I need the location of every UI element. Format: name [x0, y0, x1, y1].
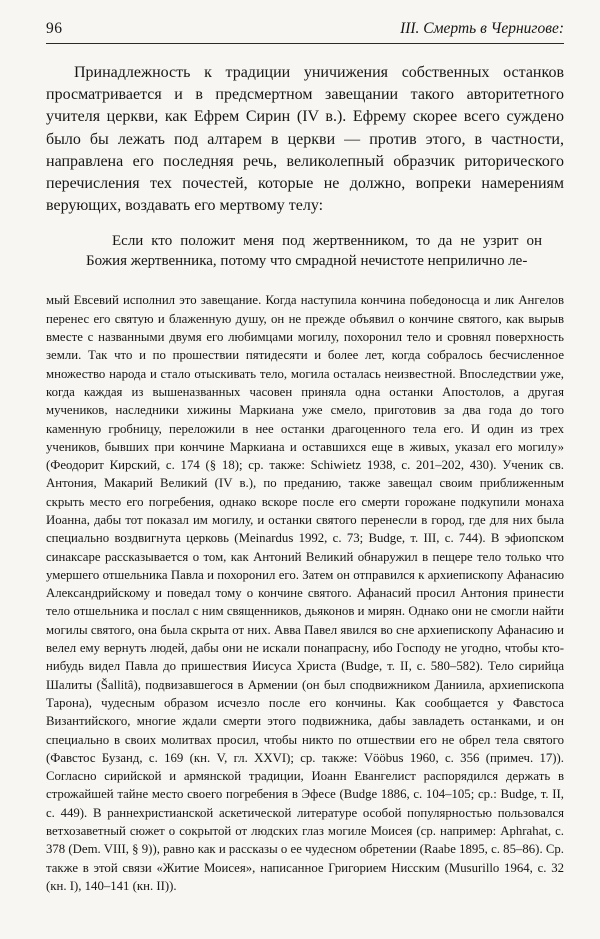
page-body — [46, 62, 564, 895]
page-header — [46, 20, 564, 38]
running-head: III. Смерть в Чернигове: — [400, 20, 564, 37]
body-paragraph: Принадлежность к традиции уничижения собственных останков просматривается и в предсмертном завещании такого авторитетного учителя церкви, как Ефрем Сирин (IV в.). Ефрему скорее всего суждено было бы лежать под алтарем в церкви — против этого, в частности, направлена его последняя речь, великолепный образчик риторического перечисления тех почестей, которые не должно, вопреки намерениям верующих, воздавать его мертвому телу: — [46, 64, 564, 215]
page-number: 96 — [46, 20, 63, 37]
block-quote: Если кто положит меня под жертвенником, то да не узрит он Божия жертвенника, потому что смрадной нечистоте неприлично ле- — [86, 232, 542, 270]
header-rule — [46, 43, 564, 44]
footnote-text: мый Евсевий исполнил это завещание. Когда наступила кончина победоносца и лик Ангелов перенес его святую и блаженную душу, он не прежде объявил о кончине святого, как вырыв вместе с названными двумя его любимцами могилу, похоронил тело и сровнял поверхность земли. Так что и по прошествии пятидесяти и более лет, когда собралось бесчисленное множество народа и стало отыскивать тело, могила осталась неизвестной. Впоследствии уже, когда каждая из вышеназванных часовен приняла одна останки Апостолов, а другая мучеников, наследники хижины Маркиана уже смело, приготовив за два года до того каменную гробницу, переложили в нее останки драгоценного тела его. И один из трех учеников, бывших при кончине Маркиана и оставшихся еще в живых, указал его могилу» (Феодорит Кирский, с. 174 (§ 18); ср. также: Schiwietz 1938, с. 201–202, 430). Ученик св. Антония, Макарий Великий (IV в.), по преданию, также завещал своим приближенным скрыть место его погребения, однако вскоре после его смерти горожане подкупили монаха Иоанна, дабы тот показал им могилу, и останки святого перенесли в город, где для них была специально воздвигнута церковь (Meinardus 1992, с. 73; Budge, т. III, с. 744). В эфиопском синаксаре рассказывается о том, как Антоний Великий обнаружил в пещере тело только что умершего отшельника Павла и похоронил его. Затем он отправился к архиепископу Афанасию Александрийскому и поведал тому о кончине святого. Афанасий просил Антония принести тело отшельника и послал с ним священников, дьяконов и мирян. Однако они не смогли найти могилы святого, она была скрыта от них. Авва Павел явился во сне архиепископу Афанасию и велел ему вернуть людей, дабы они не искали понапрасну, ибо Господу не угодно, чтобы кто-нибудь видел Павла до пришествия Иисуса Христа (Budge, т. II, с. 580–582). Тело сирийца Шалиты (Šallitâ), подвизавшегося в Армении (он был сподвижником Даниила, архиепископа Тарона), чудесным образом исчезло после его кончины. Как сообщается у Фавстоса Византийского, многие ждали смерти этого подвижника, дабы завладеть останками, и он специально в своих молитвах просил, чтобы никто по отшествии его не обрел тела святого (Фавстос Бузанд, с. 169 (кн. V, гл. XXVI); ср. также: Vööbus 1960, с. 356 (примеч. 17)). Согласно сирийской и армянской традиции, Иоанн Евангелист распорядился держать в строжайшей тайне место своего погребения в Эфесе (Budge 1886, с. 104–105; ср.: Budge, т. II, с. 449). В раннехристианской аскетической литературе особой популярностью пользовался ветхозаветный сюжет о сокрытой от людских глаз могиле Моисея (ср. например: Aphrahat, с. 378 (Dem. VIII, § 9)), равно как и рассказы о ее чудесном обретении (Raabe 1895, с. 85–86). Ср. также в этой связи «Житие Моисея», написанное Григорием Нисским (Musurillo 1964, с. 32 (кн. I), 140–141 (кн. II)). — [46, 293, 564, 893]
